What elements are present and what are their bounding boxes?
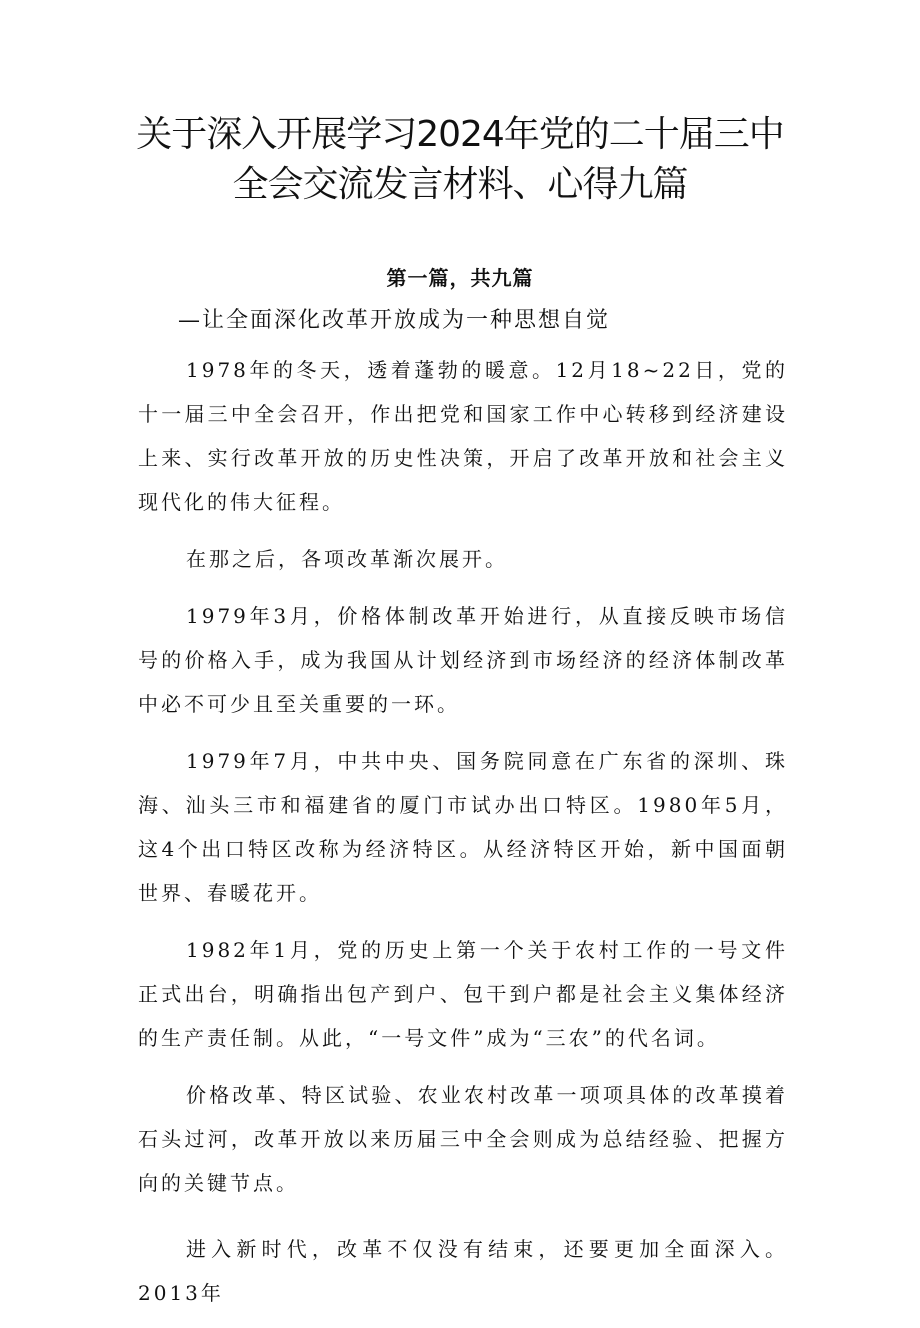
paragraph-3: 1979年3月，价格体制改革开始进行，从直接反映市场信号的价格入手，成为我国从计划经济到市场经济的经济体制改革中必不可少且至关重要的一环。 xyxy=(138,604,788,716)
document-title xyxy=(80,110,840,210)
paragraph-1: 1978年的冬天，透着蓬勃的暖意。12月18~22日，党的十一届三中全会召开，作出把党和国家工作中心转移到经济建设上来、实行改革开放的历史性决策，开启了改革开放和社会主义现代化的伟大征程。 xyxy=(138,358,788,514)
body-text xyxy=(138,348,788,1328)
section-heading: 第一篇，共九篇 xyxy=(386,266,534,290)
title-line-1: 关于深入开展学习2024年党的二十届三中 xyxy=(136,114,784,155)
paragraph-7: 进入新时代，改革不仅没有结束，还要更加全面深入。2013年 xyxy=(138,1237,788,1305)
section-subtitle: —让全面深化改革开放成为一种思想自觉 xyxy=(178,308,611,333)
paragraph-5: 1982年1月，党的历史上第一个关于农村工作的一号文件正式出台，明确指出包产到户、包干到户都是社会主义集体经济的生产责任制。从此，“一号文件”成为“三农”的代名词。 xyxy=(138,938,788,1050)
title-line-2: 全会交流发言材料、心得九篇 xyxy=(232,164,688,205)
paragraph-2: 在那之后，各项改革渐次展开。 xyxy=(186,547,508,571)
paragraph-4: 1979年7月，中共中央、国务院同意在广东省的深圳、珠海、汕头三市和福建省的厦门市试办出口特区。1980年5月，这4个出口特区改称为经济特区。从经济特区开始，新中国面朝世界、春暖花开。 xyxy=(138,749,788,905)
paragraph-6: 价格改革、特区试验、农业农村改革一项项具体的改革摸着石头过河，改革开放以来历届三中全会则成为总结经验、把握方向的关键节点。 xyxy=(138,1083,788,1195)
